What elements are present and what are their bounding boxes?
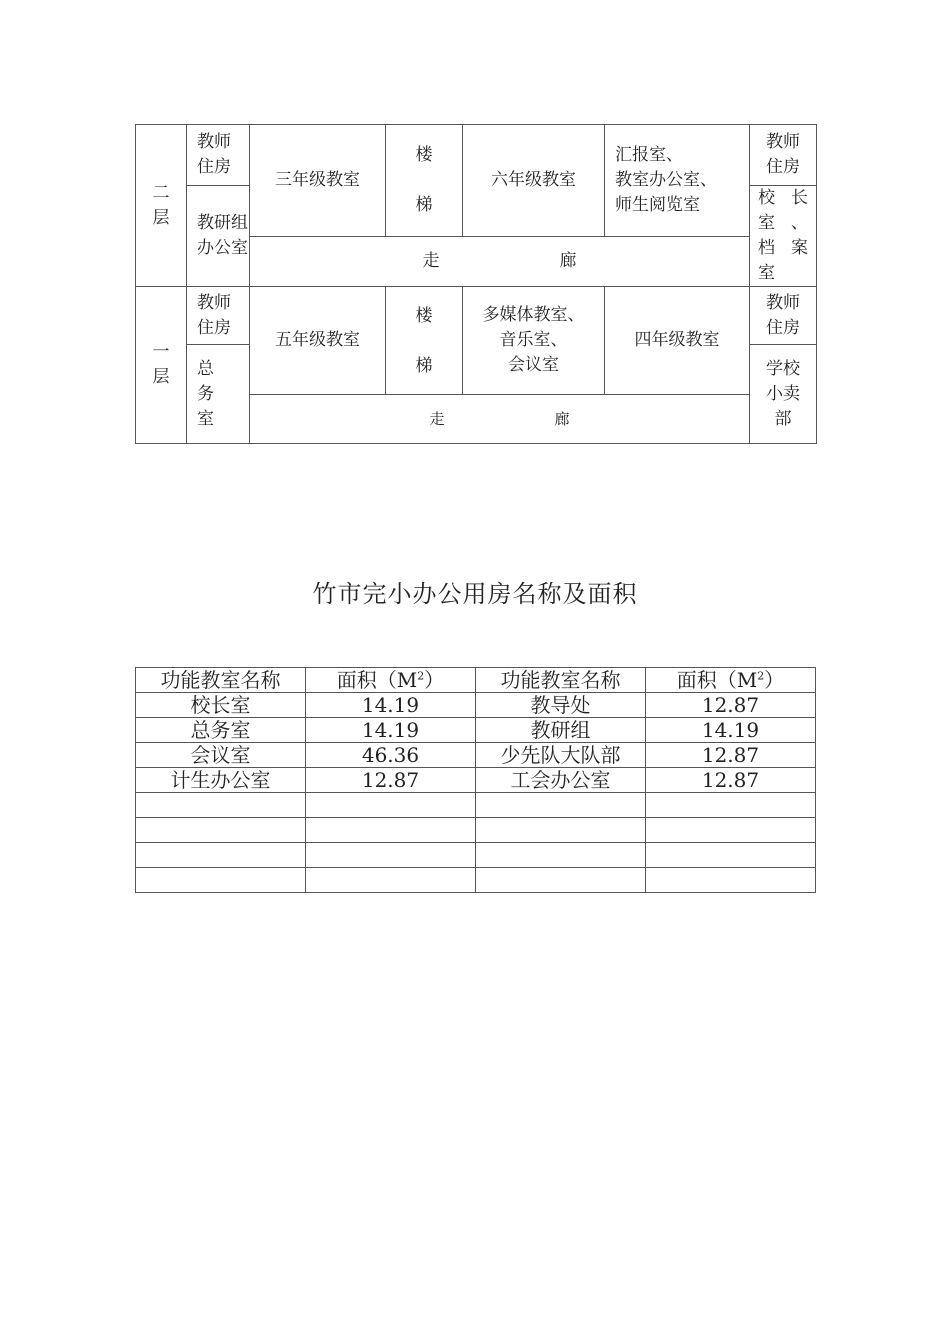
room-name-cell <box>476 818 646 843</box>
floor2-room3: 汇报室、 教室办公室、 师生阅览室 <box>605 125 750 237</box>
floor1-left-top: 教师住房 <box>187 287 250 345</box>
header-area-2: 面积$(M^2)$ <box>646 668 816 693</box>
floor2-corridor: 走 廊 <box>250 236 750 287</box>
table-row <box>136 743 816 768</box>
floor1-room2: 多媒体教室、 音乐室、 会议室 <box>463 287 605 395</box>
floor-plan-table <box>135 124 817 444</box>
room-name-cell: 教导处 <box>476 693 646 718</box>
room-name-cell <box>476 793 646 818</box>
room-name-cell <box>136 793 306 818</box>
area-cell: 12.87 <box>646 768 816 793</box>
area-cell: 14.19 <box>646 718 816 743</box>
area-cell: 46.36 <box>306 743 476 768</box>
room-name-cell <box>476 843 646 868</box>
floor2-right-bottom: 校长室、档案室 <box>750 186 817 287</box>
area-cell <box>306 843 476 868</box>
area-cell: 12.87 <box>306 768 476 793</box>
table-row <box>136 843 816 868</box>
header-room-name-1: 功能教室名称 <box>136 668 306 693</box>
room-name-cell: 会议室 <box>136 743 306 768</box>
area-cell: 12.87 <box>646 743 816 768</box>
room-name-cell <box>136 818 306 843</box>
table-row <box>136 818 816 843</box>
floor1-label: 一层 <box>136 287 187 444</box>
floor1-room1: 五年级教室 <box>250 287 386 395</box>
area-table <box>135 667 816 893</box>
room-name-cell: 总务室 <box>136 718 306 743</box>
room-name-cell <box>136 843 306 868</box>
room-name-cell <box>476 868 646 893</box>
room-name-cell: 教研组 <box>476 718 646 743</box>
floor2-room2: 六年级教室 <box>463 125 605 237</box>
room-name-cell: 少先队大队部 <box>476 743 646 768</box>
area-cell <box>646 818 816 843</box>
room-name-cell: 工会办公室 <box>476 768 646 793</box>
floor1-left-bottom: 总务室 <box>187 345 250 444</box>
area-cell: 14.19 <box>306 693 476 718</box>
area-cell: 12.87 <box>646 693 816 718</box>
area-table-header <box>136 668 816 693</box>
floor1-room3: 四年级教室 <box>605 287 750 395</box>
area-cell <box>646 868 816 893</box>
floor1-right-top: 教师住房 <box>750 287 817 345</box>
floor2-room1: 三年级教室 <box>250 125 386 237</box>
area-cell <box>646 843 816 868</box>
table-row <box>136 768 816 793</box>
floor2-label: 二层 <box>136 125 187 287</box>
area-cell: 14.19 <box>306 718 476 743</box>
area-cell <box>306 818 476 843</box>
floor2-left-bottom: 教研组办公室 <box>187 186 250 287</box>
floor1-corridor: 走 廊 <box>250 395 750 444</box>
header-room-name-2: 功能教室名称 <box>476 668 646 693</box>
area-cell <box>306 868 476 893</box>
header-area-1: 面积$(M^2)$ <box>306 668 476 693</box>
area-cell <box>646 793 816 818</box>
table-row <box>136 718 816 743</box>
floor1-stairs: 楼 梯 <box>386 287 463 395</box>
table-row <box>136 868 816 893</box>
floor2-left-top: 教师住房 <box>187 125 250 186</box>
floor1-right-bottom: 学校小卖部 <box>750 345 817 444</box>
table-row <box>136 793 816 818</box>
table-row <box>136 693 816 718</box>
room-name-cell: 计生办公室 <box>136 768 306 793</box>
room-name-cell: 校长室 <box>136 693 306 718</box>
page-title: 竹市完小办公用房名称及面积 <box>312 580 638 608</box>
floor2-right-top: 教师住房 <box>750 125 817 186</box>
room-name-cell <box>136 868 306 893</box>
area-cell <box>306 793 476 818</box>
floor2-stairs: 楼 梯 <box>386 125 463 237</box>
